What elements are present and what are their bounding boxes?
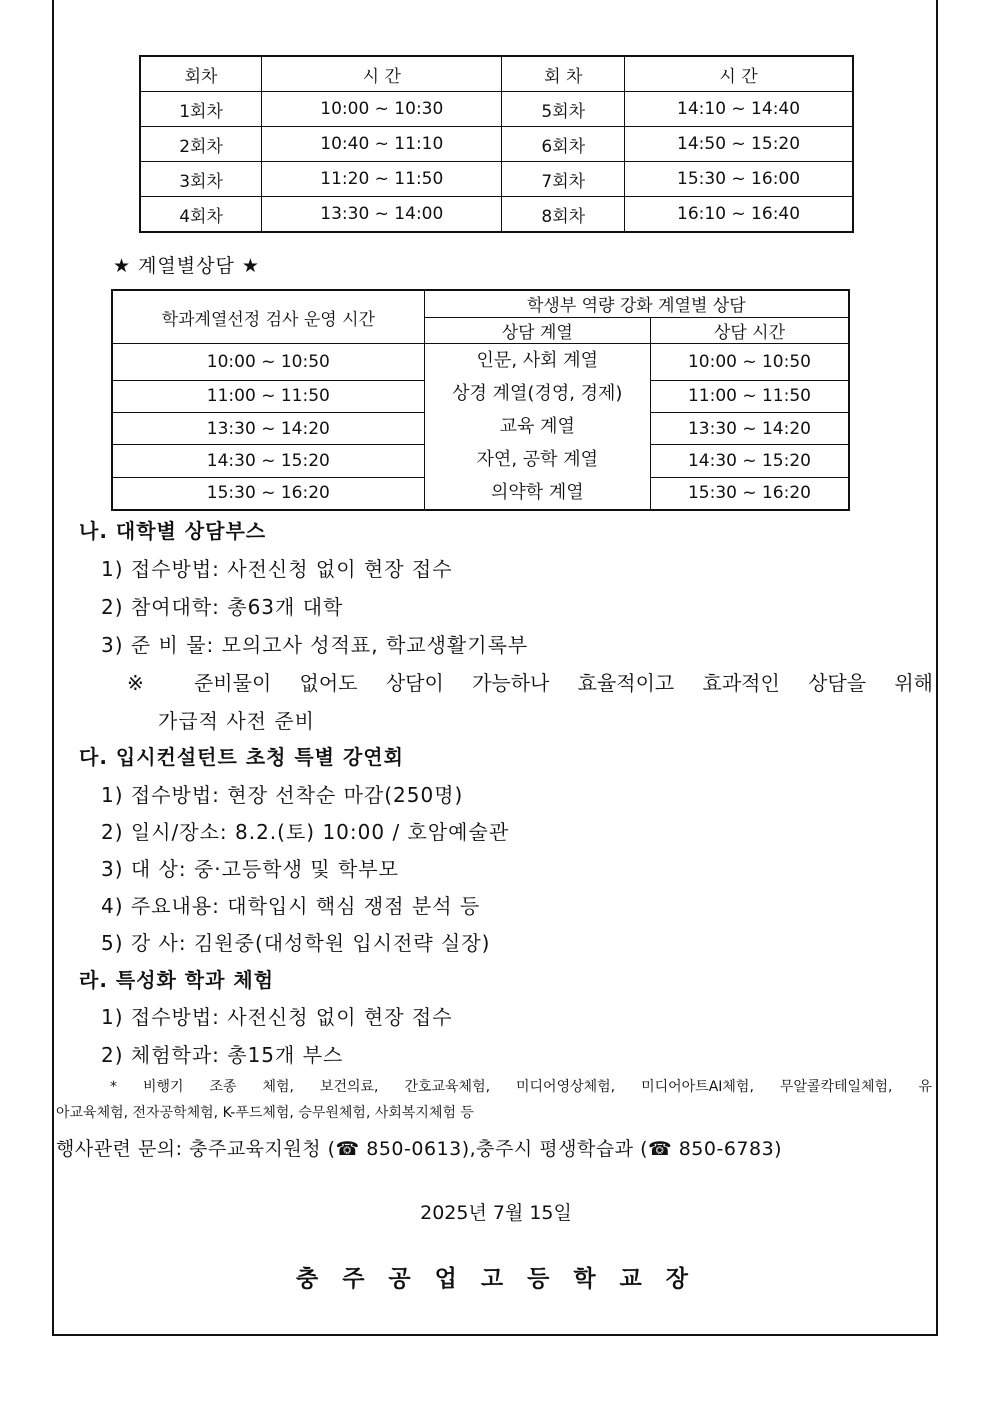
field-item: 상경 계열(경영, 경제) (452, 383, 623, 404)
table-header: 회차 (140, 56, 262, 92)
field-counsel-title: ★ 계열별상담 ★ (113, 255, 260, 277)
table-cell: 13:30 ~ 14:00 (262, 197, 502, 233)
list-item: 2) 참여대학: 총63개 대학 (101, 595, 344, 619)
table-header: 상담 계열 (424, 317, 650, 344)
list-item: 1) 접수방법: 현장 선착순 마감(250명) (101, 783, 464, 807)
table-cell: 10:00 ~ 10:50 (650, 344, 849, 381)
list-item: 5) 강 사: 김원중(대성학원 입시전략 실장) (101, 931, 491, 955)
table-cell: 15:30 ~ 16:20 (650, 477, 849, 510)
table-header: 학생부 역량 강화 계열별 상담 (424, 290, 849, 317)
field-item: 자연, 공학 계열 (476, 449, 599, 470)
table-cell: 11:00 ~ 11:50 (650, 380, 849, 412)
table-cell: 10:00 ~ 10:30 (262, 92, 502, 127)
field-item: 인문, 사회 계열 (476, 350, 599, 371)
contact-info: 행사관련 문의: 충주교육지원청 (☎ 850-0613),충주시 평생학습과 (☎ 850-6783) (56, 1138, 783, 1160)
table-cell: 13:30 ~ 14:20 (112, 412, 424, 444)
table-cell: 15:30 ~ 16:00 (625, 162, 853, 197)
table-header: 학과계열선정 검사 운영 시간 (112, 290, 424, 344)
table-header: 상담 시간 (650, 317, 849, 344)
table-row (140, 197, 853, 233)
list-item: 2) 일시/장소: 8.2.(토) 10:00 / 호암예술관 (101, 820, 510, 844)
note-text: 아교육체험, 전자공학체험, K-푸드체험, 승무원체험, 사회복지체험 등 (56, 1105, 474, 1121)
note-text: * 비행기 조종 체험, 보건의료, 간호교육체험, 미디어영상체험, 미디어아트AI체험, 무알콜칵테일체험, 유 (110, 1079, 932, 1095)
field-list-cell (424, 344, 650, 511)
table-cell: 8회차 (502, 197, 625, 233)
list-item: 3) 대 상: 중·고등학생 및 학부모 (101, 857, 399, 881)
table-cell: 10:40 ~ 11:10 (262, 127, 502, 162)
table-cell: 14:50 ~ 15:20 (625, 127, 853, 162)
note-text: ※ 준비물이 없어도 상담이 가능하나 효율적이고 효과적인 상담을 위해 (127, 671, 933, 695)
table-cell: 16:10 ~ 16:40 (625, 197, 853, 233)
section-title: 나. 대학별 상담부스 (79, 519, 267, 543)
table-row (140, 127, 853, 162)
schedule-table (139, 55, 854, 233)
table-header: 시 간 (262, 56, 502, 92)
document-date: 2025년 7월 15일 (420, 1202, 572, 1224)
note-text: 가급적 사전 준비 (158, 709, 315, 733)
table-row (140, 162, 853, 197)
list-item: 4) 주요내용: 대학입시 핵심 쟁점 분석 등 (101, 894, 481, 918)
table-cell: 14:10 ~ 14:40 (625, 92, 853, 127)
list-item: 3) 준 비 물: 모의고사 성적표, 학교생활기록부 (101, 633, 529, 657)
table-cell: 7회차 (502, 162, 625, 197)
field-item: 의약학 계열 (490, 482, 584, 503)
table-cell: 13:30 ~ 14:20 (650, 412, 849, 444)
issuer-signature: 충 주 공 업 고 등 학 교 장 (295, 1266, 697, 1292)
list-item: 1) 접수방법: 사전신청 없이 현장 접수 (101, 557, 453, 581)
table-row (112, 344, 849, 381)
table-cell: 14:30 ~ 15:20 (650, 445, 849, 477)
table-cell: 4회차 (140, 197, 262, 233)
table-header-row (140, 56, 853, 92)
table-cell: 14:30 ~ 15:20 (112, 445, 424, 477)
table-cell: 15:30 ~ 16:20 (112, 477, 424, 510)
table-cell: 1회차 (140, 92, 262, 127)
table-cell: 3회차 (140, 162, 262, 197)
field-item: 교육 계열 (499, 416, 575, 437)
field-counsel-table (111, 289, 850, 511)
list-item: 2) 체험학과: 총15개 부스 (101, 1043, 344, 1067)
table-header: 회 차 (502, 56, 625, 92)
section-title: 다. 입시컨설턴트 초청 특별 강연회 (79, 745, 404, 769)
section-title: 라. 특성화 학과 체험 (79, 968, 275, 992)
table-cell: 10:00 ~ 10:50 (112, 344, 424, 381)
table-cell: 2회차 (140, 127, 262, 162)
table-header: 시 간 (625, 56, 853, 92)
table-cell: 11:00 ~ 11:50 (112, 380, 424, 412)
table-cell: 6회차 (502, 127, 625, 162)
table-cell: 5회차 (502, 92, 625, 127)
table-cell: 11:20 ~ 11:50 (262, 162, 502, 197)
list-item: 1) 접수방법: 사전신청 없이 현장 접수 (101, 1005, 453, 1029)
table-row (140, 92, 853, 127)
